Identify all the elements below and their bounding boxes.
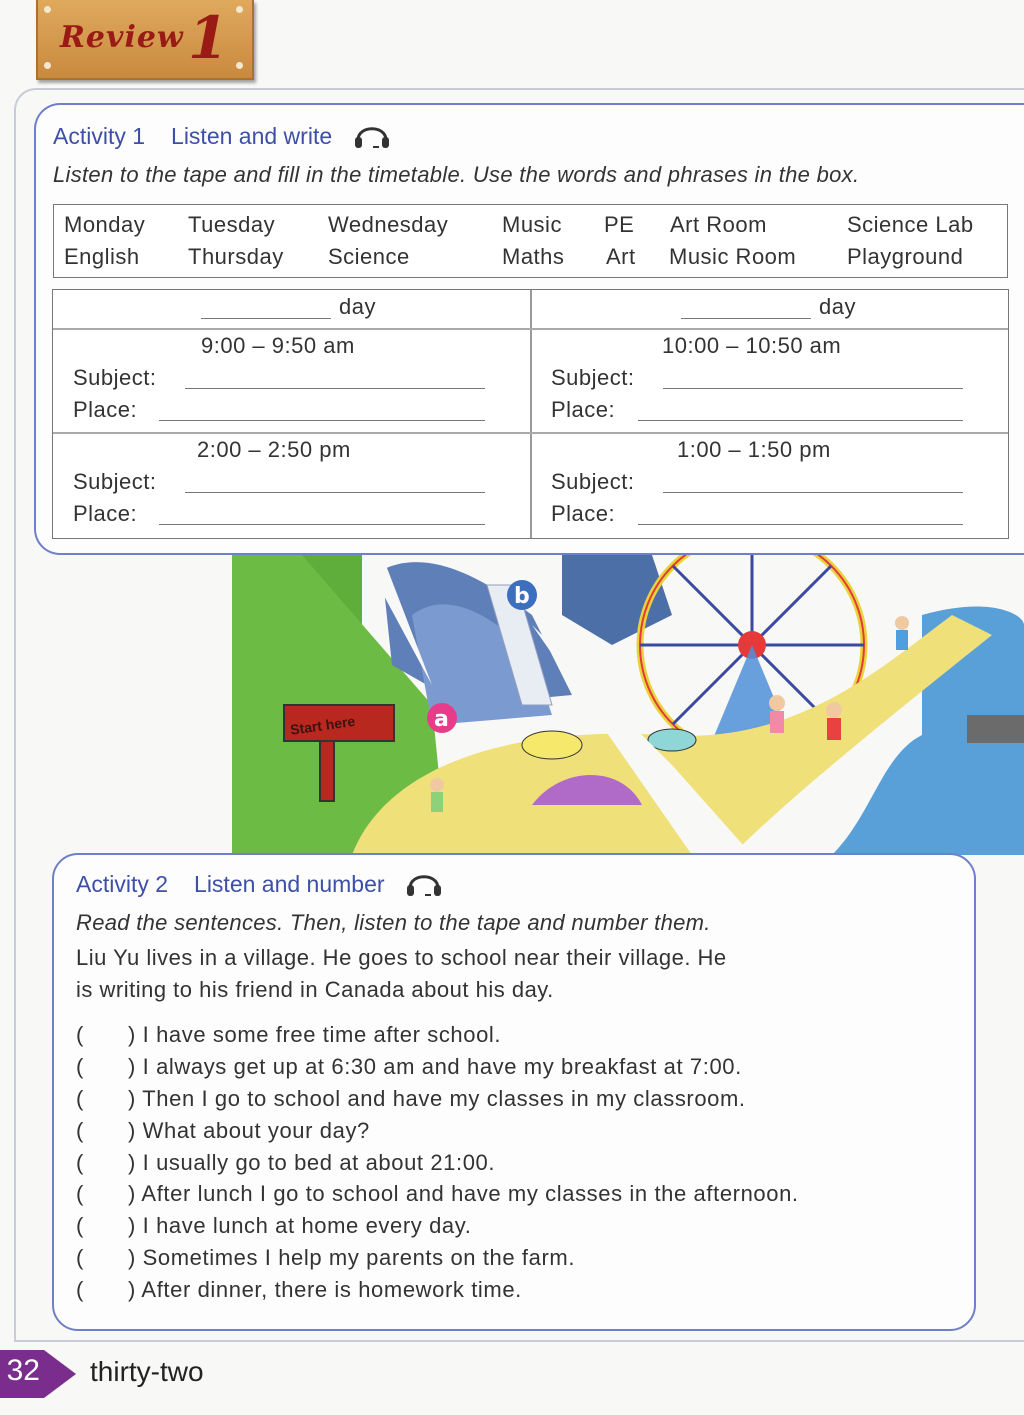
sentence-item: ( ) I always get up at 6:30 am and have my breakfast at 7:00.	[76, 1054, 742, 1079]
number-blank[interactable]: (	[76, 1245, 84, 1270]
word-item: PE	[604, 212, 635, 237]
place-label: Place:	[73, 397, 138, 422]
subject-blank[interactable]	[185, 388, 485, 389]
sign-pin	[44, 6, 51, 13]
time-slot: 9:00 – 9:50 am	[201, 333, 355, 358]
number-blank[interactable]: (	[76, 1181, 84, 1206]
subject-blank[interactable]	[663, 492, 963, 493]
word-item: English	[64, 244, 140, 269]
place-blank[interactable]	[638, 420, 963, 421]
headphones-icon	[353, 120, 391, 156]
svg-text:a: a	[434, 707, 449, 732]
park-map-illustration	[232, 555, 1024, 855]
activity2-title: Listen and number	[194, 871, 385, 898]
intro-line: is writing to his friend in Canada about his day.	[76, 977, 554, 1002]
number-blank[interactable]: (	[76, 1022, 84, 1047]
activity2-number: Activity 2	[76, 871, 169, 898]
place-label: Place:	[73, 501, 138, 526]
word-item: Monday	[64, 212, 146, 237]
activity1-title: Listen and write	[171, 123, 333, 150]
time-slot: 2:00 – 2:50 pm	[197, 437, 351, 462]
word-box	[53, 204, 1008, 278]
time-slot: 1:00 – 1:50 pm	[677, 437, 831, 462]
word-item: Art	[606, 244, 636, 269]
intro-line: Liu Yu lives in a village. He goes to school near their village. He	[76, 945, 727, 970]
sentence-item: ( ) I have lunch at home every day.	[76, 1213, 472, 1238]
word-item: Science	[328, 244, 410, 269]
activity1-instruction: Listen to the tape and fill in the timetable. Use the words and phrases in the box.	[53, 162, 860, 187]
activity1-heading	[53, 120, 391, 156]
review-number: 1	[188, 4, 229, 72]
number-blank[interactable]: (	[76, 1118, 84, 1143]
number-blank[interactable]: (	[76, 1213, 84, 1238]
page-number: 32	[6, 1354, 40, 1387]
place-label: Place:	[551, 397, 616, 422]
number-blank[interactable]: (	[76, 1277, 84, 1302]
place-label: Place:	[551, 501, 616, 526]
subject-label: Subject:	[551, 469, 635, 494]
sentence-item: ( ) Sometimes I help my parents on the farm.	[76, 1245, 576, 1270]
activity1-number: Activity 1	[53, 123, 146, 150]
sentence-item: ( ) I usually go to bed at about 21:00.	[76, 1150, 496, 1175]
start-sign-text: Start here	[289, 712, 357, 738]
word-item: Science Lab	[847, 212, 974, 237]
word-item: Music	[502, 212, 562, 237]
sign-pin	[236, 62, 243, 69]
day-blank[interactable]	[201, 318, 331, 319]
sentence-item: ( ) After lunch I go to school and have my classes in the afternoon.	[76, 1181, 799, 1206]
word-item: Thursday	[188, 244, 284, 269]
sentence-item: ( ) After dinner, there is homework time.	[76, 1277, 522, 1302]
subject-label: Subject:	[73, 469, 157, 494]
place-blank[interactable]	[159, 420, 485, 421]
activity2-instruction: Read the sentences. Then, listen to the tape and number them.	[76, 910, 711, 935]
review-label: Review	[60, 20, 184, 55]
sign-pin	[44, 62, 51, 69]
sign-pin	[236, 6, 243, 13]
day-suffix: day	[819, 294, 856, 319]
svg-text:b: b	[514, 584, 530, 609]
subject-blank[interactable]	[663, 388, 963, 389]
sentence-item: ( ) What about your day?	[76, 1118, 370, 1143]
place-blank[interactable]	[159, 524, 485, 525]
timetable	[52, 289, 1009, 539]
subject-label: Subject:	[551, 365, 635, 390]
word-item: Art Room	[670, 212, 767, 237]
number-blank[interactable]: (	[76, 1086, 84, 1111]
subject-blank[interactable]	[185, 492, 485, 493]
word-item: Tuesday	[188, 212, 276, 237]
time-slot: 10:00 – 10:50 am	[662, 333, 842, 358]
headphones-icon	[405, 868, 443, 904]
page-number-words: thirty-two	[90, 1356, 204, 1387]
activity2-heading	[76, 868, 443, 904]
number-blank[interactable]: (	[76, 1054, 84, 1079]
review-sign	[36, 0, 254, 80]
word-item: Maths	[502, 244, 565, 269]
subject-label: Subject:	[73, 365, 157, 390]
number-blank[interactable]: (	[76, 1150, 84, 1175]
place-blank[interactable]	[638, 524, 963, 525]
word-item: Music Room	[669, 244, 797, 269]
word-item: Playground	[847, 244, 964, 269]
day-blank[interactable]	[681, 318, 811, 319]
sentence-item: ( ) Then I go to school and have my classes in my classroom.	[76, 1086, 746, 1111]
sentence-item: ( ) I have some free time after school.	[76, 1022, 502, 1047]
day-suffix: day	[339, 294, 376, 319]
word-item: Wednesday	[328, 212, 449, 237]
